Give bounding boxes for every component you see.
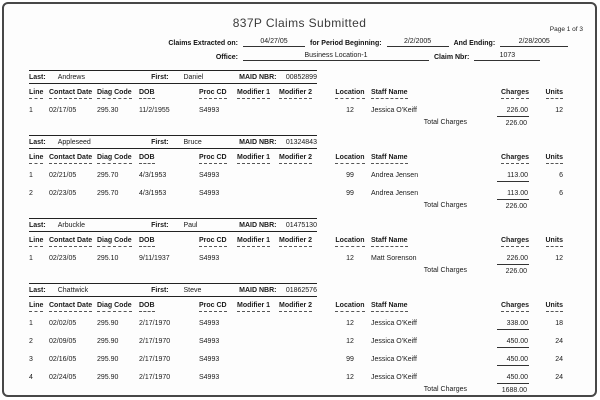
cell-modifier-1 — [237, 337, 279, 348]
column-header-row — [29, 302, 563, 312]
first-name-value: Steve — [183, 286, 202, 294]
col-diag-code: Diag Code — [97, 302, 139, 312]
claim-line-row — [29, 373, 563, 384]
col-modifier-2: Modifier 2 — [279, 237, 329, 247]
cell-modifier-1 — [237, 254, 279, 265]
cell-location: 99 — [346, 172, 354, 179]
column-header-row — [29, 89, 563, 99]
col-diag-code: Diag Code — [97, 89, 139, 99]
report-header-row-1 — [144, 38, 595, 47]
claims-extracted-value: 04/27/05 — [243, 38, 305, 47]
total-charges-label: Total Charges — [423, 386, 467, 393]
cell-modifier-2 — [279, 254, 329, 265]
col-modifier-2: Modifier 2 — [279, 302, 329, 312]
cell-contact-date: 02/17/05 — [49, 107, 77, 114]
cell-proc-cd: S4993 — [199, 255, 220, 262]
claim-section — [29, 135, 595, 211]
cell-charges: 450.00 — [479, 373, 529, 384]
cell-dob: 2/17/1970 — [139, 320, 171, 327]
claim-line-row — [29, 254, 563, 265]
col-proc-cd: Proc CD — [199, 154, 237, 164]
cell-diag-code: 295.90 — [97, 338, 119, 345]
cell-modifier-1 — [237, 189, 279, 200]
col-location: Location — [329, 302, 371, 312]
maid-nbr-value: 01324843 — [285, 138, 317, 146]
cell-contact-date: 02/09/05 — [49, 338, 77, 345]
maid-nbr-label: MAID NBR: — [239, 221, 277, 229]
col-dob: DOB — [139, 154, 199, 164]
total-charges-label: Total Charges — [423, 119, 467, 126]
last-name-value: Appleseed — [57, 138, 91, 146]
report-header-row-2 — [144, 52, 595, 61]
and-ending-value: 2/28/2005 — [500, 38, 568, 47]
col-diag-code: Diag Code — [97, 237, 139, 247]
col-charges: Charges — [479, 89, 529, 99]
col-diag-code: Diag Code — [97, 154, 139, 164]
col-staff-name: Staff Name — [371, 154, 479, 164]
cell-location: 12 — [346, 338, 354, 345]
cell-proc-cd: S4993 — [199, 320, 220, 327]
cell-charges: 226.00 — [479, 254, 529, 265]
col-line: Line — [29, 89, 49, 99]
col-modifier-2: Modifier 2 — [279, 154, 329, 164]
last-name-label: Last: — [29, 73, 46, 81]
cell-units: 6 — [559, 172, 563, 179]
cell-proc-cd: S4993 — [199, 356, 220, 363]
cell-units: 12 — [555, 107, 563, 114]
cell-modifier-1 — [237, 319, 279, 330]
cell-modifier-2 — [279, 106, 329, 117]
cell-modifier-1 — [237, 171, 279, 182]
cell-proc-cd: S4993 — [199, 190, 220, 197]
cell-units: 6 — [559, 190, 563, 197]
claims-extracted-label: Claims Extracted on: — [168, 40, 238, 47]
total-row — [29, 118, 563, 128]
cell-units: 18 — [555, 320, 563, 327]
col-dob: DOB — [139, 302, 199, 312]
patient-header — [29, 283, 317, 297]
claim-line-row — [29, 189, 563, 200]
col-charges: Charges — [479, 154, 529, 164]
col-charges: Charges — [479, 302, 529, 312]
last-name-label: Last: — [29, 138, 46, 146]
cell-line: 3 — [29, 356, 33, 363]
cell-modifier-2 — [279, 355, 329, 366]
claim-section — [29, 218, 595, 276]
col-modifier-1: Modifier 1 — [237, 237, 279, 247]
claims-sections — [29, 70, 595, 395]
col-dob: DOB — [139, 237, 199, 247]
claim-line-row — [29, 319, 563, 330]
cell-staff-name: Andrea Jensen — [371, 172, 419, 179]
report-page — [2, 2, 597, 397]
cell-proc-cd: S4993 — [199, 172, 220, 179]
cell-charges: 450.00 — [479, 355, 529, 366]
cell-diag-code: 295.10 — [97, 255, 119, 262]
cell-diag-code: 295.30 — [97, 107, 119, 114]
cell-line: 2 — [29, 190, 33, 197]
cell-proc-cd: S4993 — [199, 338, 220, 345]
col-proc-cd: Proc CD — [199, 89, 237, 99]
cell-contact-date: 02/16/05 — [49, 356, 77, 363]
cell-location: 12 — [346, 255, 354, 262]
cell-contact-date: 02/23/05 — [49, 255, 77, 262]
col-staff-name: Staff Name — [371, 89, 479, 99]
last-name-label: Last: — [29, 286, 46, 294]
cell-line: 4 — [29, 374, 33, 381]
cell-line: 1 — [29, 107, 33, 114]
last-name-value: Arbuckle — [57, 221, 85, 229]
claim-line-row — [29, 106, 563, 117]
claim-line-row — [29, 171, 563, 182]
col-location: Location — [329, 237, 371, 247]
cell-staff-name: Jessica O'Keiff — [371, 338, 417, 345]
first-name-value: Paul — [183, 221, 198, 229]
col-units: Units — [529, 154, 563, 164]
col-units: Units — [529, 89, 563, 99]
claim-nbr-label: Claim Nbr: — [434, 54, 470, 61]
total-charges-value: 226.00 — [505, 203, 527, 210]
cell-staff-name: Matt Sorenson — [371, 255, 417, 262]
cell-modifier-1 — [237, 106, 279, 117]
cell-diag-code: 295.90 — [97, 374, 119, 381]
col-dob: DOB — [139, 89, 199, 99]
cell-staff-name: Jessica O'Keiff — [371, 374, 417, 381]
claim-section — [29, 70, 595, 128]
office-label: Office: — [215, 54, 238, 61]
cell-staff-name: Andrea Jensen — [371, 190, 419, 197]
patient-header — [29, 218, 317, 232]
period-beginning-label: for Period Beginning: — [310, 40, 382, 47]
column-header-row — [29, 154, 563, 164]
total-charges-label: Total Charges — [423, 202, 467, 209]
period-beginning-value: 2/2/2005 — [387, 38, 449, 47]
cell-units: 24 — [555, 356, 563, 363]
cell-charges: 226.00 — [479, 106, 529, 117]
first-name-label: First: — [151, 138, 169, 146]
col-line: Line — [29, 154, 49, 164]
col-contact-date: Contact Date — [49, 302, 97, 312]
cell-units: 24 — [555, 374, 563, 381]
maid-nbr-label: MAID NBR: — [239, 138, 277, 146]
maid-nbr-label: MAID NBR: — [239, 286, 277, 294]
maid-nbr-value: 01475130 — [285, 221, 317, 229]
cell-location: 99 — [346, 190, 354, 197]
col-modifier-1: Modifier 1 — [237, 302, 279, 312]
total-charges-value: 226.00 — [505, 120, 527, 127]
last-name-label: Last: — [29, 221, 46, 229]
patient-header — [29, 70, 317, 84]
cell-modifier-1 — [237, 373, 279, 384]
cell-staff-name: Jessica O'Keiff — [371, 107, 417, 114]
claim-section — [29, 283, 595, 395]
patient-header — [29, 135, 317, 149]
cell-contact-date: 02/23/05 — [49, 190, 77, 197]
page-title: 837P Claims Submitted — [232, 16, 367, 30]
col-location: Location — [329, 89, 371, 99]
cell-charges: 113.00 — [479, 189, 529, 200]
total-charges-label: Total Charges — [423, 267, 467, 274]
claim-line-row — [29, 337, 563, 348]
cell-units: 24 — [555, 338, 563, 345]
cell-modifier-2 — [279, 319, 329, 330]
col-proc-cd: Proc CD — [199, 237, 237, 247]
total-row — [29, 266, 563, 276]
total-charges-value: 226.00 — [505, 268, 527, 275]
cell-proc-cd: S4993 — [199, 107, 220, 114]
cell-charges: 338.00 — [479, 319, 529, 330]
cell-contact-date: 02/24/05 — [49, 374, 77, 381]
col-line: Line — [29, 302, 49, 312]
total-row — [29, 201, 563, 211]
cell-staff-name: Jessica O'Keiff — [371, 320, 417, 327]
cell-line: 1 — [29, 320, 33, 327]
cell-units: 12 — [555, 255, 563, 262]
cell-dob: 9/11/1937 — [139, 255, 170, 262]
claim-line-row — [29, 355, 563, 366]
cell-line: 2 — [29, 338, 33, 345]
cell-charges: 113.00 — [479, 171, 529, 182]
col-units: Units — [529, 302, 563, 312]
cell-dob: 11/2/1955 — [139, 107, 170, 114]
cell-dob: 2/17/1970 — [139, 356, 171, 363]
col-staff-name: Staff Name — [371, 302, 479, 312]
cell-modifier-2 — [279, 373, 329, 384]
col-contact-date: Contact Date — [49, 89, 97, 99]
cell-line: 1 — [29, 255, 33, 262]
first-name-value: Daniel — [183, 73, 204, 81]
first-name-value: Bruce — [183, 138, 202, 146]
cell-location: 12 — [346, 374, 354, 381]
cell-dob: 2/17/1970 — [139, 374, 171, 381]
maid-nbr-label: MAID NBR: — [239, 73, 277, 81]
cell-location: 12 — [346, 107, 354, 114]
cell-modifier-2 — [279, 171, 329, 182]
cell-contact-date: 02/02/05 — [49, 320, 77, 327]
total-charges-value: 1688.00 — [501, 387, 527, 394]
maid-nbr-value: 00852899 — [285, 73, 317, 81]
cell-dob: 2/17/1970 — [139, 338, 171, 345]
cell-location: 12 — [346, 320, 354, 327]
col-modifier-1: Modifier 1 — [237, 89, 279, 99]
cell-charges: 450.00 — [479, 337, 529, 348]
last-name-value: Andrews — [57, 73, 85, 81]
first-name-label: First: — [151, 73, 169, 81]
cell-dob: 4/3/1953 — [139, 190, 167, 197]
col-staff-name: Staff Name — [371, 237, 479, 247]
cell-line: 1 — [29, 172, 33, 179]
last-name-value: Chattwick — [57, 286, 89, 294]
col-location: Location — [329, 154, 371, 164]
col-charges: Charges — [479, 237, 529, 247]
cell-diag-code: 295.70 — [97, 190, 119, 197]
col-proc-cd: Proc CD — [199, 302, 237, 312]
cell-modifier-2 — [279, 337, 329, 348]
and-ending-label: And Ending: — [453, 40, 496, 47]
cell-contact-date: 02/21/05 — [49, 172, 77, 179]
cell-modifier-1 — [237, 355, 279, 366]
total-row — [29, 385, 563, 395]
col-contact-date: Contact Date — [49, 237, 97, 247]
office-value: Business Location-1 — [243, 52, 429, 61]
col-modifier-1: Modifier 1 — [237, 154, 279, 164]
cell-diag-code: 295.70 — [97, 172, 119, 179]
maid-nbr-value: 01862576 — [285, 286, 317, 294]
first-name-label: First: — [151, 286, 169, 294]
page-number-indicator: Page 1 of 3 — [549, 26, 583, 33]
cell-location: 99 — [346, 356, 354, 363]
column-header-row — [29, 237, 563, 247]
cell-modifier-2 — [279, 189, 329, 200]
col-units: Units — [529, 237, 563, 247]
claim-nbr-value: 1073 — [474, 52, 540, 61]
cell-dob: 4/3/1953 — [139, 172, 167, 179]
col-modifier-2: Modifier 2 — [279, 89, 329, 99]
cell-proc-cd: S4993 — [199, 374, 220, 381]
cell-staff-name: Jessica O'Keiff — [371, 356, 417, 363]
col-line: Line — [29, 237, 49, 247]
cell-diag-code: 295.90 — [97, 356, 119, 363]
col-contact-date: Contact Date — [49, 154, 97, 164]
first-name-label: First: — [151, 221, 169, 229]
cell-diag-code: 295.90 — [97, 320, 119, 327]
